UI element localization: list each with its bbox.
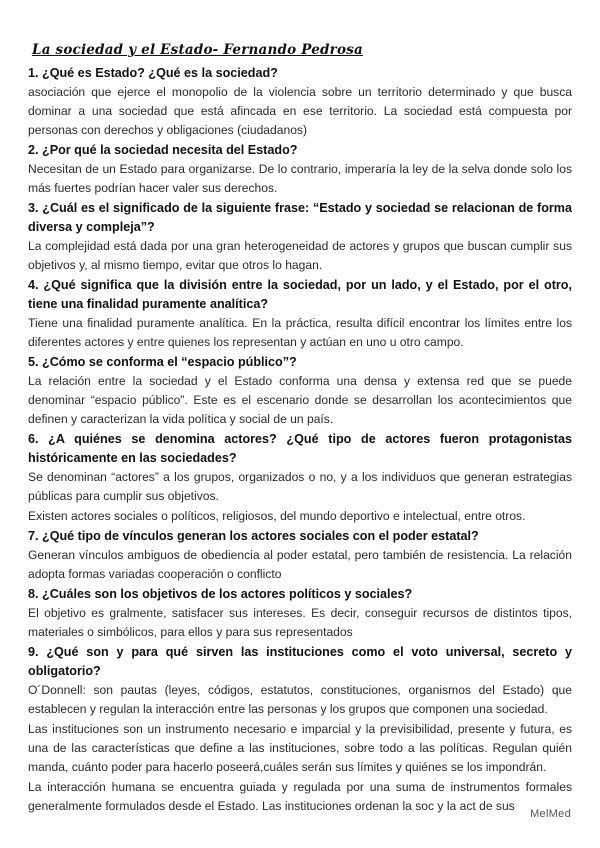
qa-item-1: [28, 64, 572, 140]
answer-3: La complejidad está dada por una gran heterogeneidad de actores y grupos que buscan cumplir sus objetivos y, al mismo tiempo, evitar que otros lo hagan.: [28, 239, 572, 272]
answer-1: asociación que ejerce el monopolio de la violencia sobre un territorio determinado y que busca dominar a una sociedad que está afincada en ese territorio. La sociedad está compuesta por personas con derechos y obligaciones (ciudadanos): [28, 85, 572, 137]
question-4: 4. ¿Qué significa que la división entre la sociedad, por un lado, y el Estado, por el otro, tiene una finalidad puramente analítica?: [28, 278, 572, 311]
answer-9-paragraph-1: O´Donnell: son pautas (leyes, códigos, estatutos, constituciones, organismos del Estado) que establecen y regulan la interacción entre las personas y los grupos que componen una sociedad.: [28, 683, 572, 716]
answer-7: Generan vínculos ambiguos de obediencia al poder estatal, pero también de resistencia. La relación adopta formas variadas cooperación o conflicto: [28, 548, 572, 581]
question-5: 5. ¿Cómo se conforma el “espacio público”?: [28, 355, 297, 369]
qa-item-2: [28, 141, 572, 198]
question-3: 3. ¿Cuál es el significado de la siguiente frase: “Estado y sociedad se relacionan de forma diversa y compleja”?: [28, 201, 572, 234]
qa-item-5: [28, 353, 572, 429]
answer-6-paragraph-1: Se denominan “actores” a los grupos, organizados o no, y a los individuos que generan estrategias públicas para cumplir sus objetivos.: [28, 470, 572, 503]
answer-9-paragraph-2: Las instituciones son un instrumento necesario e imparcial y la previsibilidad, presente y futura, es una de las características que define a las instituciones, sobre todo a las políticas. Regulan quién manda, cuánto poder para hacerlo poseerá,cuáles serán sus límites y quiénes se los impondrán.: [28, 722, 572, 774]
watermark-text: MelMed: [530, 808, 571, 820]
qa-item-3: [28, 199, 572, 275]
qa-item-7: [28, 527, 572, 584]
qa-item-6: [28, 430, 572, 526]
qa-item-9: [28, 643, 572, 816]
answer-4: Tiene una finalidad puramente analítica. En la práctica, resulta difícil encontrar los límites entre los diferentes actores y entre quienes los representan y actúan en uno u otro campo.: [28, 316, 572, 349]
answer-8: El objetivo es gralmente, satisfacer sus intereses. Es decir, conseguir recursos de distintos tipos, materiales o simbólicos, para ellos y para sus representados: [28, 606, 572, 639]
question-7: 7. ¿Qué tipo de vínculos generan los actores sociales con el poder estatal?: [28, 529, 479, 543]
qa-item-4: [28, 276, 572, 352]
document-title: La sociedad y el Estado- Fernando Pedrosa: [32, 42, 363, 58]
question-1: 1. ¿Qué es Estado? ¿Qué es la sociedad?: [28, 66, 278, 80]
question-9: 9. ¿Qué son y para qué sirven las instituciones como el voto universal, secreto y obligatorio?: [28, 645, 572, 678]
question-2: 2. ¿Por qué la sociedad necesita del Estado?: [28, 143, 298, 157]
question-6: 6. ¿A quiénes se denomina actores? ¿Qué tipo de actores fueron protagonistas históricamente en las sociedades?: [28, 432, 572, 465]
qa-item-8: [28, 585, 572, 642]
answer-6-paragraph-2: Existen actores sociales o políticos, religiosos, del mundo deportivo e intelectual, entre otros.: [28, 509, 526, 523]
question-8: 8. ¿Cuáles son los objetivos de los actores políticos y sociales?: [28, 587, 413, 601]
answer-2: Necesitan de un Estado para organizarse. De lo contrario, imperaría la ley de la selva donde solo los más fuertes podrían hacer valer sus derechos.: [28, 162, 572, 195]
answer-5: La relación entre la sociedad y el Estado conforma una densa y extensa red que se puede denominar “espacio público”. Este es el escenario donde se desarrollan los acontecimientos que definen y caracterizan la vida política y social de un país.: [28, 374, 572, 426]
answer-9-paragraph-3: La interacción humana se encuentra guiada y regulada por una suma de instrumentos formales generalmente formulados desde el Estado. Las instituciones ordenan la soc y la act de sus: [28, 780, 572, 813]
